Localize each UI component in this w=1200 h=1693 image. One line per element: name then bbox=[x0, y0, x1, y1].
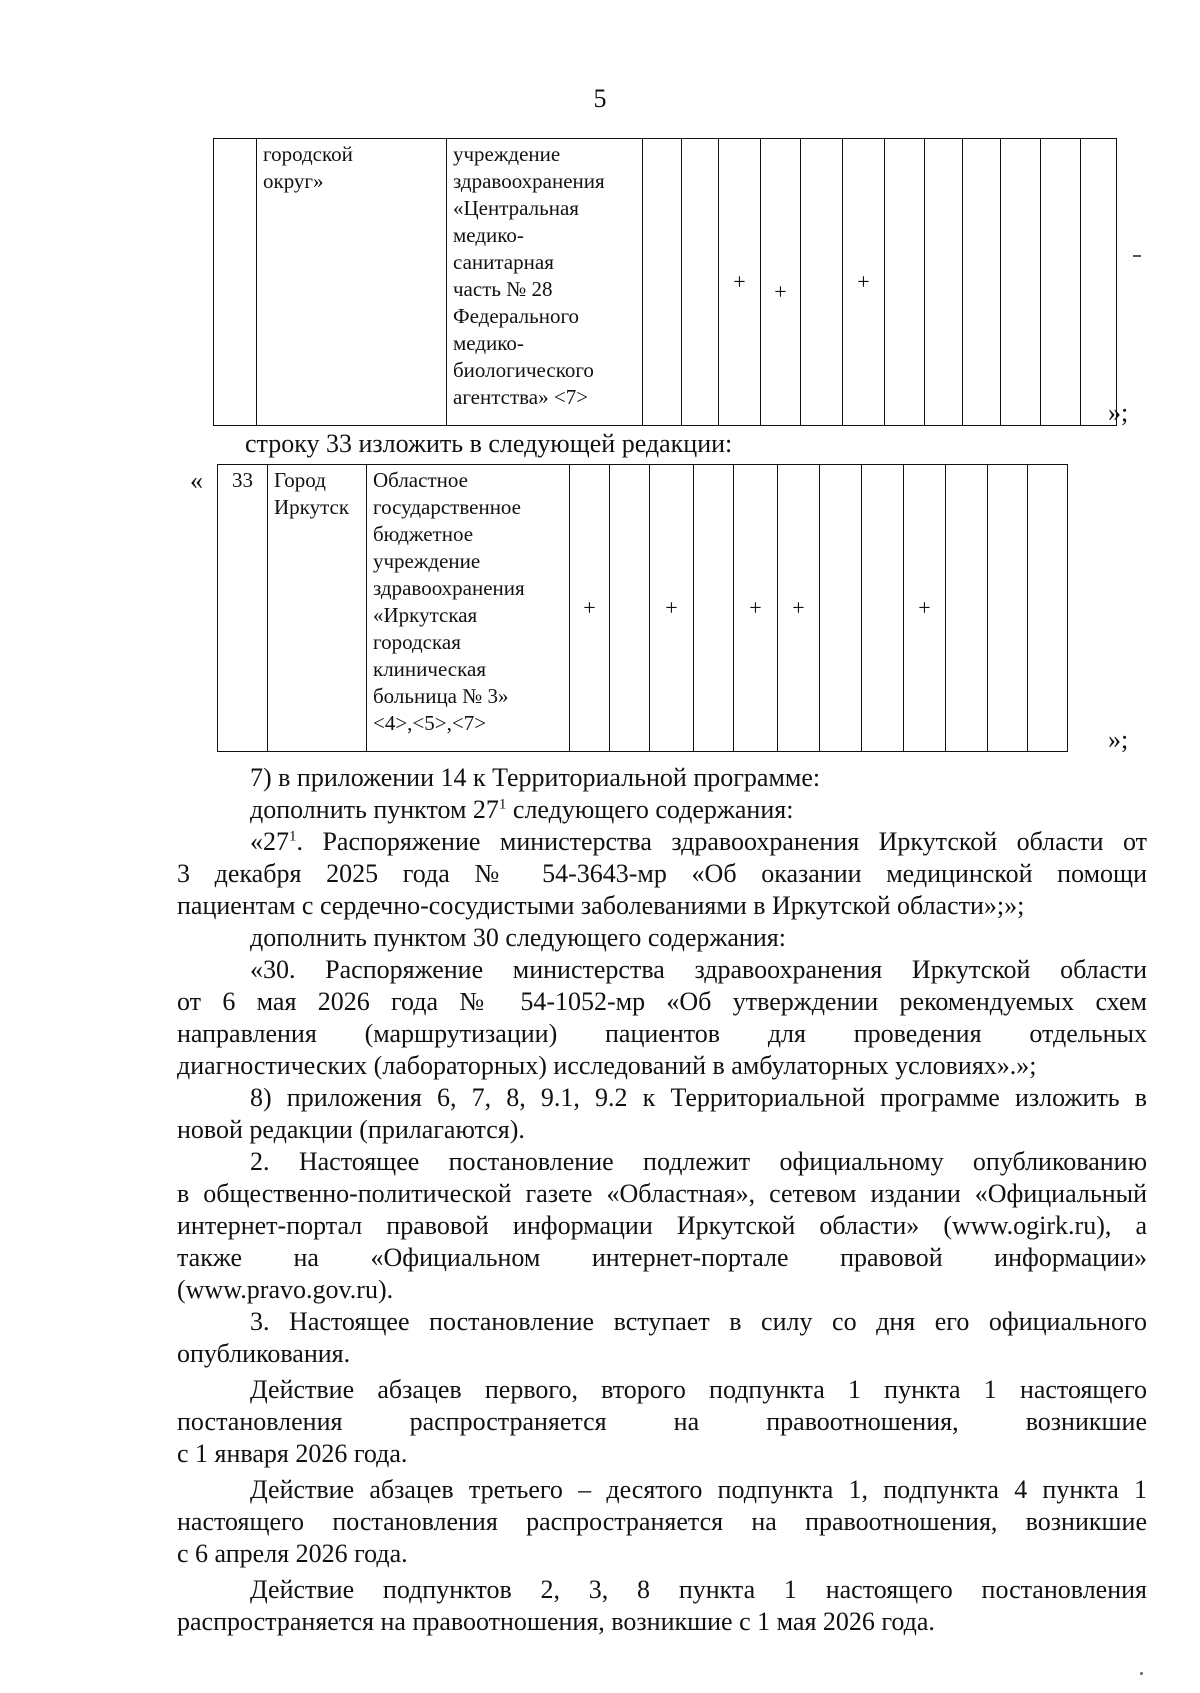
section-2-line: в общественно-политической газете «Областная», сетевом издании «Официальный bbox=[177, 1179, 1147, 1208]
cell-number: 33 bbox=[218, 465, 268, 752]
mark-cell bbox=[1001, 139, 1041, 426]
mark-cell bbox=[1081, 139, 1117, 426]
item-30-line: диагностических (лабораторных) исследований в амбулаторных условиях».»; bbox=[177, 1051, 1037, 1080]
mark-cell bbox=[963, 139, 1001, 426]
opening-quote: « bbox=[190, 466, 203, 495]
closing-quote: »; bbox=[1108, 725, 1129, 754]
mark-cell bbox=[1041, 139, 1081, 426]
mark-cell: + bbox=[719, 139, 761, 426]
mark-cell bbox=[801, 139, 843, 426]
table-row bbox=[214, 139, 1117, 426]
mark-cell bbox=[820, 465, 862, 752]
item-30-line: направления (маршрутизации) пациентов для проведения отдельных bbox=[177, 1019, 1147, 1048]
effect-paragraph-3-line: Действие подпунктов 2, 3, 8 пункта 1 настоящего постановления bbox=[250, 1575, 1147, 1604]
paragraph-8-line: 8) приложения 6, 7, 8, 9.1, 9.2 к Территориальной программе изложить в bbox=[250, 1083, 1147, 1112]
add-item-30: дополнить пунктом 30 следующего содержания: bbox=[250, 923, 786, 952]
paragraph-7: 7) в приложении 14 к Территориальной программе: bbox=[250, 763, 821, 792]
document-body bbox=[177, 762, 1147, 1638]
item-27-1-line: 3 декабря 2025 года № 54-3643-мр «Об оказании медицинской помощи bbox=[177, 859, 1147, 888]
cell-municipality: Город Иркутск bbox=[268, 465, 367, 752]
cell-organization: учреждение здравоохранения «Центральная медико- санитарная часть № 28 Федерального медико- биологического агентства» <7> bbox=[447, 139, 643, 426]
section-2-line: также на «Официальном интернет-портале правовой информации» bbox=[177, 1243, 1147, 1272]
mark-cell: + bbox=[761, 139, 801, 426]
paragraph-8-line: новой редакции (прилагаются). bbox=[177, 1115, 525, 1144]
mark-cell bbox=[682, 139, 719, 426]
mark-cell bbox=[610, 465, 650, 752]
section-2-line: (www.pravo.gov.ru). bbox=[177, 1275, 394, 1304]
mark-cell: + bbox=[778, 465, 820, 752]
effect-paragraph-2-line: Действие абзацев третьего – десятого подпункта 1, подпункта 4 пункта 1 bbox=[250, 1475, 1147, 1504]
scan-mark bbox=[1133, 255, 1141, 257]
instruction-line: строку 33 изложить в следующей редакции: bbox=[245, 429, 733, 458]
mark-cell: + bbox=[843, 139, 885, 426]
section-3-line: 3. Настоящее постановление вступает в силу со дня его официального bbox=[250, 1307, 1147, 1336]
effect-paragraph-2-line: настоящего постановления распространяется на правоотношения, возникшие bbox=[177, 1507, 1147, 1536]
mark-cell bbox=[885, 139, 925, 426]
mark-cell bbox=[946, 465, 988, 752]
table-row-33 bbox=[217, 464, 1068, 752]
effect-paragraph-1-line: Действие абзацев первого, второго подпункта 1 пункта 1 настоящего bbox=[250, 1375, 1147, 1404]
effect-paragraph-2-line: с 6 апреля 2026 года. bbox=[177, 1539, 408, 1568]
cell-number bbox=[214, 139, 257, 426]
mark-cell bbox=[925, 139, 963, 426]
item-27-1-line: пациентам с сердечно-сосудистыми заболеваниями в Иркутской области»;»; bbox=[177, 891, 1025, 920]
mark-cell: + bbox=[650, 465, 694, 752]
mark-cell: + bbox=[570, 465, 610, 752]
section-2-line: 2. Настоящее постановление подлежит официальному опубликованию bbox=[250, 1147, 1147, 1176]
mark-cell: + bbox=[734, 465, 778, 752]
mark-cell bbox=[988, 465, 1028, 752]
table-fragment-okrug bbox=[213, 138, 1117, 426]
mark-cell bbox=[643, 139, 682, 426]
add-item-27-1: дополнить пунктом $27^1$ следующего содержания: bbox=[250, 795, 794, 824]
effect-paragraph-1-line: с 1 января 2026 года. bbox=[177, 1439, 408, 1468]
mark-cell: + bbox=[904, 465, 946, 752]
mark-cell bbox=[862, 465, 904, 752]
mark-cell bbox=[694, 465, 734, 752]
mark-cell bbox=[1028, 465, 1068, 752]
scan-dot bbox=[1140, 1672, 1143, 1675]
item-30-line: от 6 мая 2026 года № 54-1052-мр «Об утверждении рекомендуемых схем bbox=[177, 987, 1147, 1016]
item-27-1-line: «$27^1$. Распоряжение министерства здравоохранения Иркутской области от bbox=[250, 827, 1147, 856]
closing-quote: »; bbox=[1108, 398, 1129, 427]
item-30-line: «30. Распоряжение министерства здравоохранения Иркутской области bbox=[250, 955, 1147, 984]
effect-paragraph-1-line: постановления распространяется на правоотношения, возникшие bbox=[177, 1407, 1147, 1436]
section-3-line: опубликования. bbox=[177, 1339, 351, 1368]
page-number: 5 bbox=[593, 84, 607, 113]
table-row bbox=[218, 465, 1068, 752]
effect-paragraph-3-line: распространяется на правоотношения, возникшие с 1 мая 2026 года. bbox=[177, 1607, 935, 1636]
cell-municipality: городской округ» bbox=[257, 139, 447, 426]
cell-organization: Областное государственное бюджетное учреждение здравоохранения «Иркутская городская клиническая больница № 3» <4>,<5>,<7> bbox=[367, 465, 570, 752]
section-2-line: интернет-портал правовой информации Иркутской области» (www.ogirk.ru), а bbox=[177, 1211, 1147, 1240]
